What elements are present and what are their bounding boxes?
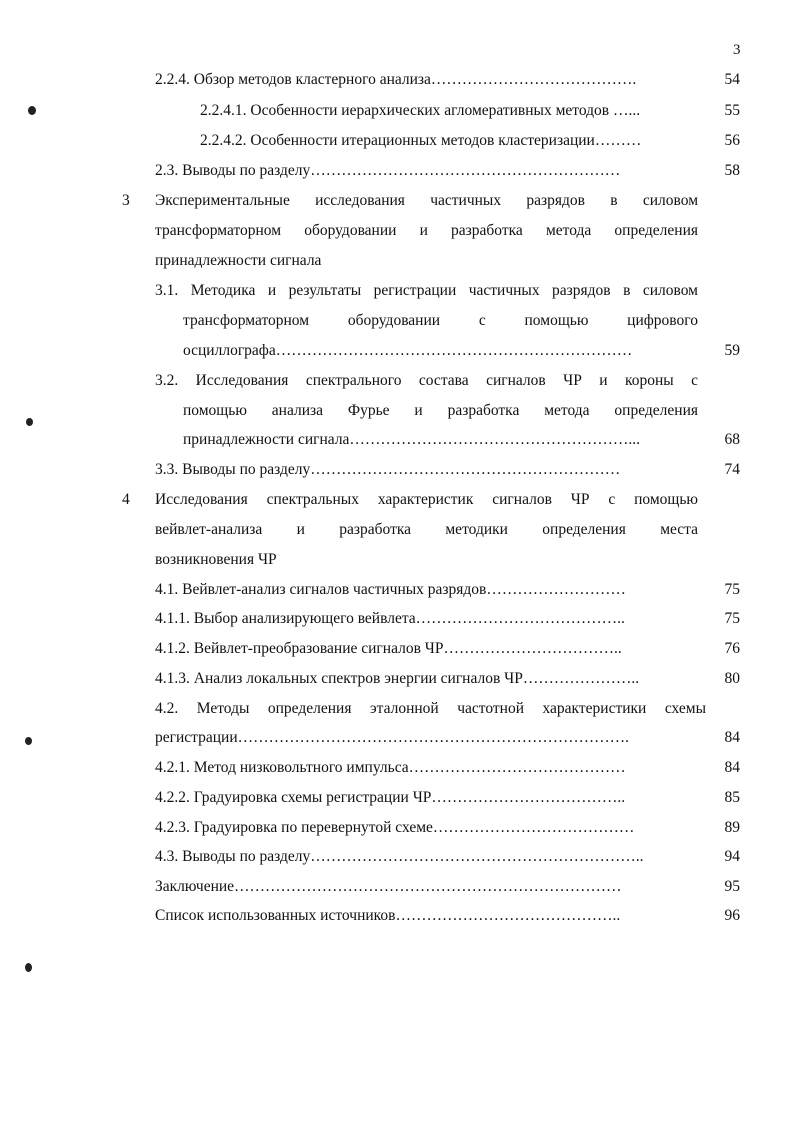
toc-entry-text: 3.3. Выводы по разделу…………………………………………………… [155, 461, 621, 478]
toc-entry-text: 4.1.1. Выбор анализирующего вейвлета………………………………….. [155, 610, 625, 627]
toc-entry-page: 75 [724, 581, 740, 598]
toc-entry-page: 74 [724, 461, 740, 478]
toc-entry-page: 59 [724, 342, 740, 359]
toc-entry-page: 84 [724, 759, 740, 776]
toc-entry-text: 2.2.4.2. Особенности итерационных методов кластеризации……… [200, 132, 642, 149]
toc-entry-page: 94 [724, 848, 740, 865]
toc-entry-page: 85 [724, 789, 740, 806]
chapter-title-line: Экспериментальные исследования частичных разрядов в силовом [155, 192, 698, 209]
toc-entry-text: 4.1. Вейвлет-анализ сигналов частичных разрядов……………………… [155, 581, 626, 598]
toc-entry-text: 4.2.1. Метод низковольтного импульса…………………………………… [155, 759, 626, 776]
toc-entry-line: 4.2. Методы определения эталонной частотной характеристики схемы [155, 700, 706, 717]
toc-entry-page: 84 [724, 729, 740, 746]
toc-entry-page: 54 [724, 71, 740, 88]
toc-entry-line: трансформаторном оборудовании с помощью цифрового [183, 312, 698, 329]
punch-hole-mark [28, 106, 36, 115]
toc-entry-text: Заключение………………………………………………………………… [155, 878, 622, 895]
toc-entry-page: 95 [724, 878, 740, 895]
toc-entry-line: 3.2. Исследования спектрального состава сигналов ЧР и короны с [155, 372, 698, 389]
chapter-title-line: принадлежности сигнала [155, 252, 322, 269]
toc-entry-line: регистрации…………………………………………………………………. [155, 729, 630, 746]
punch-hole-mark [26, 418, 33, 426]
chapter-title-line: Исследования спектральных характеристик сигналов ЧР с помощью [155, 491, 698, 508]
toc-entry-page: 68 [724, 431, 740, 448]
toc-entry-page: 80 [724, 670, 740, 687]
toc-entry-line: помощью анализа Фурье и разработка метода определения [183, 402, 698, 419]
chapter-number: 4 [122, 491, 130, 508]
punch-hole-mark [25, 963, 32, 972]
chapter-title-line: вейвлет-анализа и разработка методики определения места [155, 521, 698, 538]
toc-entry-page: 55 [724, 102, 740, 119]
chapter-title-line: возникновения ЧР [155, 551, 277, 568]
toc-entry-line: принадлежности сигнала………………………………………………... [183, 431, 641, 448]
toc-entry-page: 89 [724, 819, 740, 836]
toc-entry-text: 2.2.4.1. Особенности иерархических агломеративных методов …... [200, 102, 641, 119]
toc-entry-page: 58 [724, 162, 740, 179]
chapter-number: 3 [122, 192, 130, 209]
toc-entry-line: 3.1. Методика и результаты регистрации частичных разрядов в силовом [155, 282, 698, 299]
toc-entry-page: 75 [724, 610, 740, 627]
toc-entry-line: осциллографа…………………………………………………………… [183, 342, 633, 359]
chapter-title-line: трансформаторном оборудовании и разработка метода определения [155, 222, 698, 239]
toc-entry-page: 56 [724, 132, 740, 149]
toc-entry-page: 76 [724, 640, 740, 657]
toc-entry-text: 4.2.3. Градуировка по перевернутой схеме………………………………… [155, 819, 635, 836]
toc-entry-text: 4.2.2. Градуировка схемы регистрации ЧР……………………………….. [155, 789, 626, 806]
toc-entry-text: Список использованных источников…………………………………….. [155, 907, 621, 924]
toc-entry-text: 2.3. Выводы по разделу…………………………………………………… [155, 162, 621, 179]
page-number: 3 [733, 42, 741, 58]
toc-entry-text: 2.2.4. Обзор методов кластерного анализа…………………………………. [155, 71, 637, 88]
toc-entry-text: 4.1.3. Анализ локальных спектров энергии сигналов ЧР………………….. [155, 670, 640, 687]
toc-entry-text: 4.1.2. Вейвлет-преобразование сигналов ЧР…………………………….. [155, 640, 622, 657]
toc-entry-page: 96 [724, 907, 740, 924]
punch-hole-mark [25, 737, 32, 745]
toc-entry-text: 4.3. Выводы по разделу……………………………………………………….. [155, 848, 644, 865]
